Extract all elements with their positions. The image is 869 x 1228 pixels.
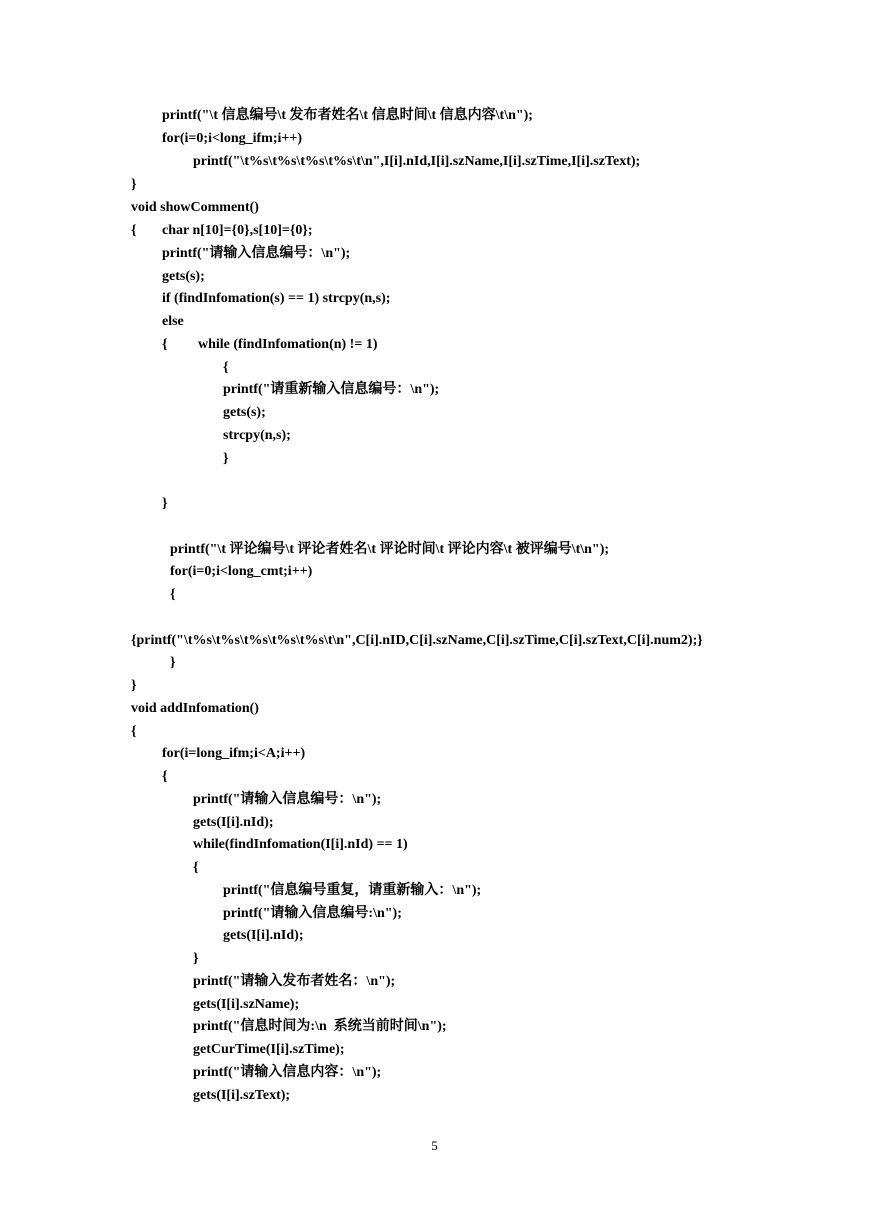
code-line: printf("请输入信息编号：\n"); <box>193 792 382 807</box>
code-line: void showComment() <box>131 200 259 215</box>
code-line: printf("\t 信息编号\t 发布者姓名\t 信息时间\t 信息内容\t\n"); <box>162 108 533 123</box>
code-line: printf("请重新输入信息编号：\n"); <box>223 382 440 397</box>
code-line: gets(s); <box>223 405 266 420</box>
code-line: gets(s); <box>162 269 205 284</box>
code-line: while(findInfomation(I[i].nId) == 1) <box>193 837 408 852</box>
code-line: printf("请输入信息编号：\n"); <box>162 246 351 261</box>
code-line: gets(I[i].nId); <box>193 815 274 830</box>
code-line: } <box>131 177 137 192</box>
page-number: 5 <box>431 1138 438 1153</box>
code-line: { <box>131 724 137 739</box>
code-line: } <box>193 951 199 966</box>
code-line: gets(I[i].nId); <box>223 928 304 943</box>
code-line: char n[10]={0},s[10]={0}; <box>162 223 313 238</box>
code-line: } <box>223 451 229 466</box>
code-line: { <box>162 337 168 352</box>
code-line: printf("请输入信息内容：\n"); <box>193 1065 382 1080</box>
code-line: while (findInfomation(n) != 1) <box>198 337 378 352</box>
code-line: else <box>162 314 184 329</box>
code-line: { <box>193 860 199 875</box>
code-line: } <box>162 496 168 511</box>
code-line: { <box>162 769 168 784</box>
code-line: if (findInfomation(s) == 1) strcpy(n,s); <box>162 291 391 306</box>
code-line: { <box>223 360 229 375</box>
code-line: gets(I[i].szText); <box>193 1088 291 1103</box>
code-line: printf("信息时间为:\n 系统当前时间\n"); <box>193 1019 447 1034</box>
code-line: getCurTime(I[i].szTime); <box>193 1042 345 1057</box>
code-line: printf("\t%s\t%s\t%s\t%s\t\n",I[i].nId,I[i].szName,I[i].szTime,I[i].szText); <box>193 154 641 169</box>
code-line: } <box>170 655 176 670</box>
code-line: for(i=0;i<long_ifm;i++) <box>162 131 302 146</box>
code-line: printf("\t 评论编号\t 评论者姓名\t 评论时间\t 评论内容\t 被评编号\t\n"); <box>170 542 610 557</box>
code-line: printf("信息编号重复，请重新输入：\n"); <box>223 883 482 898</box>
code-line: gets(I[i].szName); <box>193 997 300 1012</box>
code-line: for(i=long_ifm;i<A;i++) <box>162 746 306 761</box>
code-line: printf("请输入发布者姓名：\n"); <box>193 974 396 989</box>
code-line: strcpy(n,s); <box>223 428 291 443</box>
code-line: for(i=0;i<long_cmt;i++) <box>170 564 313 579</box>
code-line: } <box>131 678 137 693</box>
code-line: printf("请输入信息编号:\n"); <box>223 906 402 921</box>
code-line: void addInfomation() <box>131 701 259 716</box>
code-line: {printf("\t%s\t%s\t%s\t%s\t%s\t\n",C[i].nID,C[i].szName,C[i].szTime,C[i].szText,C[i].num2);} <box>131 633 703 648</box>
code-line: { <box>131 223 137 238</box>
code-line: { <box>170 587 176 602</box>
